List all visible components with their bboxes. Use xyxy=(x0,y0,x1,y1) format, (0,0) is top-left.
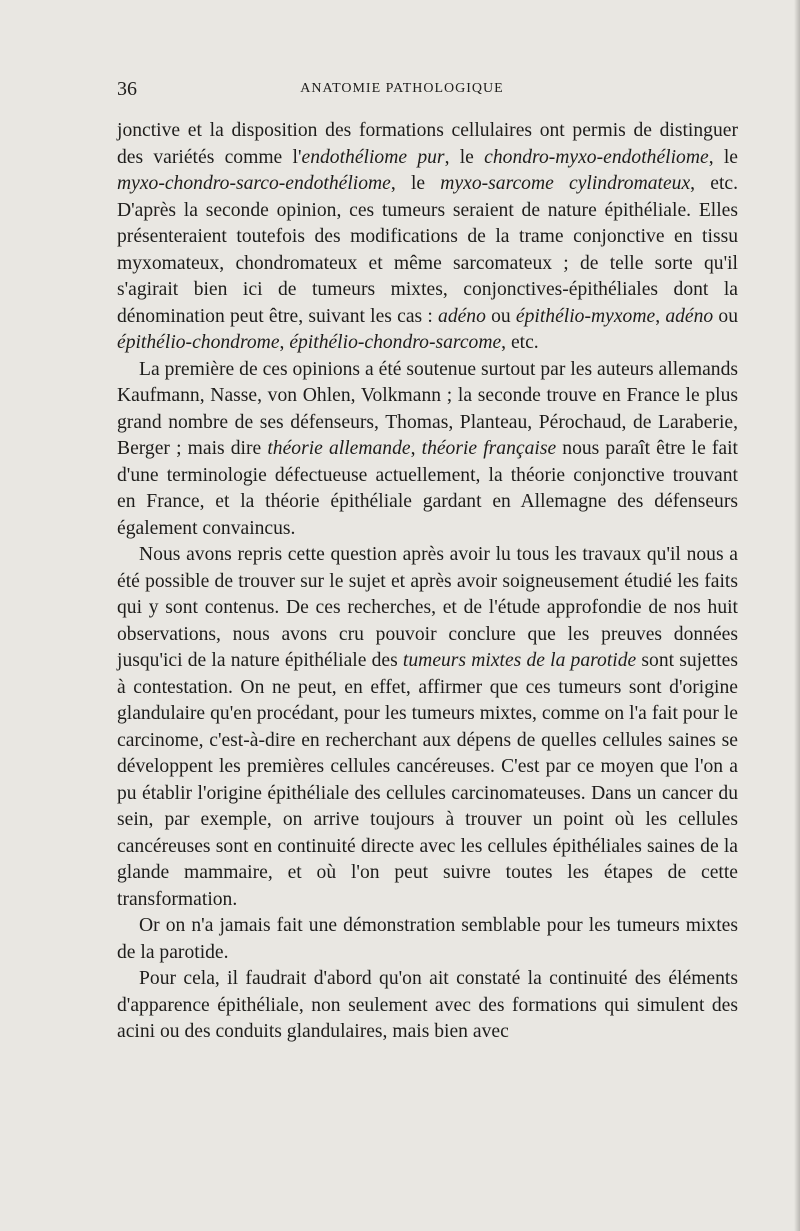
italic-text: épithélio-chondrome xyxy=(117,332,280,353)
italic-text: myxo-chondro-sarco-endothéliome xyxy=(117,173,391,194)
text-run: , xyxy=(410,438,422,459)
italic-text: épithélio-chondro-sarcome xyxy=(289,332,502,353)
paragraph xyxy=(117,913,738,966)
italic-text: théorie française xyxy=(421,438,557,459)
italic-text: myxo-sarcome cylindromateux xyxy=(440,173,691,194)
italic-text: endothéliome pur xyxy=(301,146,445,168)
italic-text: tumeurs mixtes de la parotide xyxy=(402,650,637,671)
italic-text: théorie allemande xyxy=(267,438,411,459)
text-run: Pour cela, il faudrait d'abord qu'on ait constaté la continuité des éléments d'apparence épithéliale, non seulement avec des formations qui simulent des acini ou des conduits glandulaires, mais bien avec xyxy=(117,968,738,1042)
text-run: Nous avons repris cette question après avoir lu tous les travaux qu'il nous a été possible de trouver sur le sujet et après avoir soigneusement étudié les faits qui y sont contenus. De ces recherches, et de l'étude approfondie de nos huit observations, nous avons cru pouvoir conclure que les preuves données jusqu'ici de la nature épithéliale des xyxy=(117,544,738,671)
text-run: , etc. D'après la seconde opinion, ces tumeurs seraient de nature épithéliale. Elles présenteraient toutefois des modifications de la trame conjonctive en tissu myxomateux, chondromateux et même sarcomateux ; de telle sorte qu'il s'agirait bien ici de tumeurs mixtes, conjonctives-épithéliales dont la dénomination peut être, suivant les cas : xyxy=(117,173,738,327)
italic-text: adéno xyxy=(665,305,714,327)
text-run: La première de ces opinions a été soutenue surtout par les auteurs allemands Kaufmann, Nasse, von Ohlen, Volkmann ; la seconde trouve en France le plus grand nombre de ses défenseurs, Thomas, Planteau, Pérochaud, de Laraberie, Berger ; mais dire xyxy=(117,358,738,459)
text-run: , le xyxy=(708,146,738,168)
page-number: 36 xyxy=(117,78,137,100)
text-run: , le xyxy=(444,146,485,168)
text-run: , etc. xyxy=(501,332,539,353)
text-run: , le xyxy=(390,173,441,194)
italic-text: adéno xyxy=(438,305,486,327)
paragraph xyxy=(117,357,738,543)
page-edge-shadow xyxy=(794,0,800,1231)
body-text xyxy=(117,118,738,1046)
text-run: nous paraît être le fait d'une terminologie défectueuse actuellement, la théorie conjonctive trouvant en France, et la théorie épithéliale gardant en Allemagne des défenseurs également convaincus. xyxy=(117,438,738,539)
text-run: ou xyxy=(485,305,516,327)
italic-text: chondro-myxo-endothéliome xyxy=(484,146,709,168)
text-run: , xyxy=(655,305,666,327)
text-run: sont sujettes à contestation. On ne peut, en effet, affirmer que ces tumeurs sont d'origine glandulaire qu'en procédant, pour les tumeurs mixtes, comme on l'a fait pour le carcinome, c'est-à-dire en recherchant aux dépens de quelles cellules saines se développent les premières cellules cancéreuses. C'est par ce moyen que l'on a pu établir l'origine épithéliale des cellules carcinomateuses. Dans un cancer du sein, par exemple, on arrive toujours à trouver un point où les cellules cancéreuses sont en continuité directe avec les cellules épithéliales saines de la glande mammaire, et où l'on peut suivre toutes les étapes de cette transformation. xyxy=(117,650,738,910)
page-header xyxy=(117,78,687,104)
paragraph xyxy=(117,966,738,1046)
text-run: jonctive et la disposition des formations cellulaires ont permis de distinguer des variétés comme l' xyxy=(117,120,738,168)
text-run: , xyxy=(279,332,290,353)
text-run: Or on n'a jamais fait une démonstration semblable pour les tumeurs mixtes de la parotide. xyxy=(117,915,738,963)
italic-text: épithélio-myxome xyxy=(515,305,656,327)
text-run: ou xyxy=(713,305,739,327)
paragraph xyxy=(117,542,738,913)
paragraph xyxy=(117,118,738,357)
running-title: ANATOMIE PATHOLOGIQUE xyxy=(300,81,504,96)
